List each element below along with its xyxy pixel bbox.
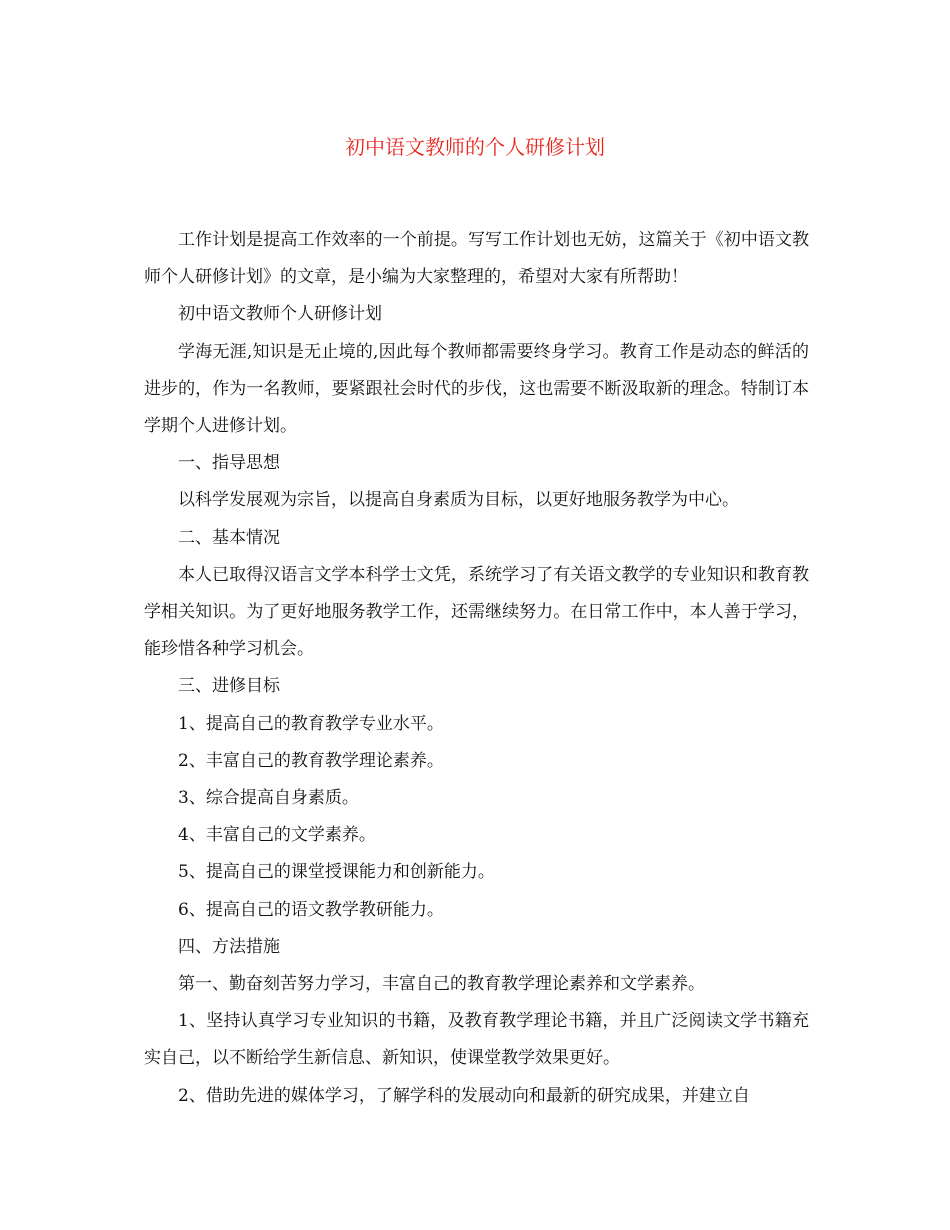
paragraph-basic-situation: 本人已取得汉语言文学本科学士文凭，系统学习了有关语文教学的专业知识和教育教学相关知识。为了更好地服务教学工作，还需继续努力。在日常工作中，本人善于学习，能珍惜各种学习机会。: [144, 564, 809, 660]
list-item-goal-2: 2、丰富自己的教育教学理论素养。: [178, 750, 444, 771]
list-item-goal-1: 1、提高自己的教育教学专业水平。: [178, 713, 444, 734]
paragraph-preface: 学海无涯,知识是无止境的,因此每个教师都需要终身学习。教育工作是动态的鲜活的进步的，作为一名教师，要紧跟社会时代的步伐，这也需要不断汲取新的理念。特制订本学期个人进修计划。: [144, 341, 809, 437]
paragraph-intro: 工作计划是提高工作效率的一个前提。写写工作计划也无妨，这篇关于《初中语文教师个人研修计划》的文章，是小编为大家整理的，希望对大家有所帮助！: [144, 230, 809, 288]
list-item-method-2: 2、借助先进的媒体学习，了解学科的发展动向和最新的研究成果，并建立自: [178, 1085, 750, 1106]
list-item-goal-5: 5、提高自己的课堂授课能力和创新能力。: [178, 862, 495, 883]
document-title: 初中语文教师的个人研修计划: [345, 135, 605, 159]
document-body: [144, 222, 809, 1115]
list-item-goal-3: 3、综合提高自身素质。: [178, 788, 359, 809]
section-heading-basic-situation: 二、基本情况: [178, 527, 280, 548]
list-item-method-1: 1、坚持认真学习专业知识的书籍，及教育教学理论书籍，并且广泛阅读文学书籍充实自己，以不断给学生新信息、新知识，使课堂教学效果更好。: [144, 1011, 809, 1069]
list-item-goal-4: 4、丰富自己的文学素养。: [178, 825, 376, 846]
section-heading-goals: 三、进修目标: [178, 676, 280, 697]
section-heading-methods: 四、方法措施: [178, 936, 280, 957]
paragraph-guiding-thought: 以科学发展观为宗旨，以提高自身素质为目标，以更好地服务教学为中心。: [178, 490, 739, 511]
paragraph-method-first: 第一、勤奋刻苦努力学习，丰富自己的教育教学理论素养和文学素养。: [178, 974, 705, 995]
section-heading-guiding-thought: 一、指导思想: [178, 453, 280, 474]
list-item-goal-6: 6、提高自己的语文教学教研能力。: [178, 899, 444, 920]
paragraph-subtitle: 初中语文教师个人研修计划: [178, 304, 382, 325]
